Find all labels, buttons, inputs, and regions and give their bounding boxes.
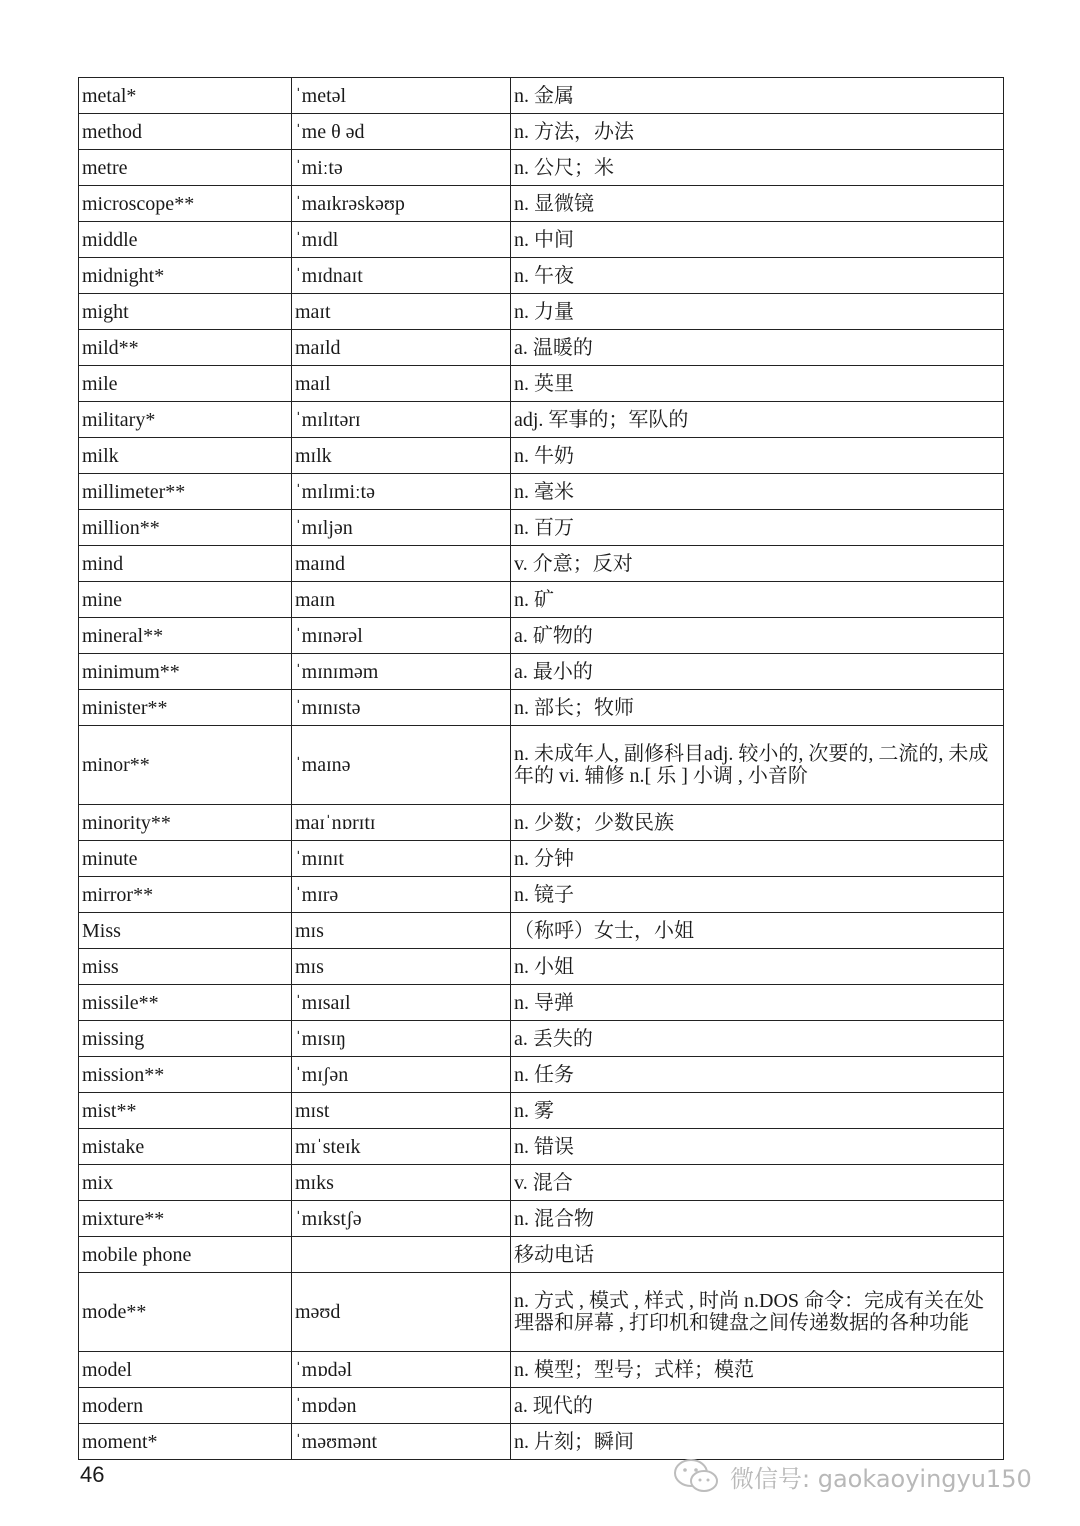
word-cell: missile**: [79, 985, 292, 1021]
definition-cell: a. 现代的: [511, 1388, 1004, 1424]
definition-cell: n. 中间: [511, 222, 1004, 258]
table-row: [79, 258, 1004, 294]
table-row: [79, 222, 1004, 258]
phonetic-cell: ˈmɒdən: [292, 1388, 511, 1424]
table-row: [79, 114, 1004, 150]
table-row: [79, 150, 1004, 186]
table-row: [79, 805, 1004, 841]
phonetic-cell: ˈme θ əd: [292, 114, 511, 150]
phonetic-cell: maɪn: [292, 582, 511, 618]
table-row: [79, 366, 1004, 402]
table-row: [79, 841, 1004, 877]
definition-cell: n. 导弹: [511, 985, 1004, 1021]
phonetic-cell: mɪs: [292, 949, 511, 985]
definition-cell: v. 混合: [511, 1165, 1004, 1201]
phonetic-cell: məʊd: [292, 1273, 511, 1352]
table-row: [79, 1201, 1004, 1237]
phonetic-cell: mɪs: [292, 913, 511, 949]
table-row: [79, 1057, 1004, 1093]
definition-cell: n. 部长；牧师: [511, 690, 1004, 726]
phonetic-cell: ˈməʊmənt: [292, 1424, 511, 1460]
definition-cell: n. 错误: [511, 1129, 1004, 1165]
phonetic-cell: ˈmɪlɪmiːtə: [292, 474, 511, 510]
word-cell: model: [79, 1352, 292, 1388]
phonetic-cell: maɪld: [292, 330, 511, 366]
phonetic-cell: ˈmɪlɪtərɪ: [292, 402, 511, 438]
vocabulary-table: [78, 77, 1004, 1460]
table-row: [79, 877, 1004, 913]
word-cell: mission**: [79, 1057, 292, 1093]
phonetic-cell: maɪˈnɒrɪtɪ: [292, 805, 511, 841]
word-cell: middle: [79, 222, 292, 258]
word-cell: mild**: [79, 330, 292, 366]
table-row: [79, 654, 1004, 690]
word-cell: mist**: [79, 1093, 292, 1129]
table-row: [79, 1129, 1004, 1165]
phonetic-cell: ˈmaɪnə: [292, 726, 511, 805]
phonetic-cell: mɪks: [292, 1165, 511, 1201]
phonetic-cell: mɪlk: [292, 438, 511, 474]
definition-cell: n. 英里: [511, 366, 1004, 402]
word-cell: millimeter**: [79, 474, 292, 510]
table-row: [79, 690, 1004, 726]
phonetic-cell: ˈmɪdl: [292, 222, 511, 258]
table-row: [79, 582, 1004, 618]
word-cell: minute: [79, 841, 292, 877]
word-cell: military*: [79, 402, 292, 438]
phonetic-cell: maɪt: [292, 294, 511, 330]
word-cell: Miss: [79, 913, 292, 949]
definition-cell: n. 模型；型号；式样；模范: [511, 1352, 1004, 1388]
table-row: [79, 618, 1004, 654]
table-row: [79, 1093, 1004, 1129]
table-row: [79, 474, 1004, 510]
definition-cell: n. 方法，办法: [511, 114, 1004, 150]
definition-cell: n. 力量: [511, 294, 1004, 330]
definition-cell: n. 片刻；瞬间: [511, 1424, 1004, 1460]
definition-cell: n. 未成年人, 副修科目adj. 较小的, 次要的, 二流的, 未成年的 vi. 辅修 n.[ 乐 ] 小调 , 小音阶: [511, 726, 1004, 805]
table-row: [79, 1237, 1004, 1273]
phonetic-cell: ˈmaɪkrəskəʊp: [292, 186, 511, 222]
definition-cell: n. 矿: [511, 582, 1004, 618]
word-cell: mind: [79, 546, 292, 582]
definition-cell: a. 最小的: [511, 654, 1004, 690]
word-cell: midnight*: [79, 258, 292, 294]
definition-cell: （称呼）女士，小姐: [511, 913, 1004, 949]
definition-cell: n. 午夜: [511, 258, 1004, 294]
table-row: [79, 438, 1004, 474]
word-cell: mirror**: [79, 877, 292, 913]
table-row: [79, 1424, 1004, 1460]
word-cell: mixture**: [79, 1201, 292, 1237]
table-row: [79, 1165, 1004, 1201]
phonetic-cell: mɪst: [292, 1093, 511, 1129]
definition-cell: a. 温暖的: [511, 330, 1004, 366]
word-cell: million**: [79, 510, 292, 546]
word-cell: mix: [79, 1165, 292, 1201]
word-cell: missing: [79, 1021, 292, 1057]
phonetic-cell: ˈmɪʃən: [292, 1057, 511, 1093]
definition-cell: n. 分钟: [511, 841, 1004, 877]
word-cell: minor**: [79, 726, 292, 805]
word-cell: mineral**: [79, 618, 292, 654]
table-row: [79, 1273, 1004, 1352]
definition-cell: a. 丢失的: [511, 1021, 1004, 1057]
table-row: [79, 726, 1004, 805]
phonetic-cell: ˈmɪnɪstə: [292, 690, 511, 726]
table-row: [79, 186, 1004, 222]
phonetic-cell: ˈmiːtə: [292, 150, 511, 186]
page-number: 46: [80, 1462, 105, 1487]
word-cell: metal*: [79, 78, 292, 114]
phonetic-cell: mɪˈsteɪk: [292, 1129, 511, 1165]
wechat-watermark: [672, 1456, 1032, 1496]
definition-cell: n. 百万: [511, 510, 1004, 546]
wechat-icon: [672, 1456, 722, 1496]
table-row: [79, 1352, 1004, 1388]
table-row: [79, 1388, 1004, 1424]
phonetic-cell: ˈmɒdəl: [292, 1352, 511, 1388]
definition-cell: n. 任务: [511, 1057, 1004, 1093]
definition-cell: n. 混合物: [511, 1201, 1004, 1237]
definition-cell: n. 少数；少数民族: [511, 805, 1004, 841]
definition-cell: n. 金属: [511, 78, 1004, 114]
table-row: [79, 510, 1004, 546]
definition-cell: n. 公尺；米: [511, 150, 1004, 186]
word-cell: might: [79, 294, 292, 330]
table-row: [79, 402, 1004, 438]
phonetic-cell: [292, 1237, 511, 1273]
word-cell: minority**: [79, 805, 292, 841]
table-row: [79, 913, 1004, 949]
definition-cell: adj. 军事的；军队的: [511, 402, 1004, 438]
table-row: [79, 78, 1004, 114]
definition-cell: n. 方式 , 模式 , 样式 , 时尚 n.DOS 命令：完成有关在处理器和屏幕 , 打印机和键盘之间传递数据的各种功能: [511, 1273, 1004, 1352]
phonetic-cell: ˈmɪsɪŋ: [292, 1021, 511, 1057]
definition-cell: n. 雾: [511, 1093, 1004, 1129]
vocabulary-table-body: [79, 78, 1004, 1460]
definition-cell: n. 毫米: [511, 474, 1004, 510]
table-row: [79, 985, 1004, 1021]
table-row: [79, 1021, 1004, 1057]
phonetic-cell: ˈmɪrə: [292, 877, 511, 913]
word-cell: metre: [79, 150, 292, 186]
definition-cell: n. 显微镜: [511, 186, 1004, 222]
phonetic-cell: ˈmetəl: [292, 78, 511, 114]
phonetic-cell: maɪl: [292, 366, 511, 402]
word-cell: mile: [79, 366, 292, 402]
definition-cell: 移动电话: [511, 1237, 1004, 1273]
word-cell: microscope**: [79, 186, 292, 222]
word-cell: mine: [79, 582, 292, 618]
phonetic-cell: ˈmɪljən: [292, 510, 511, 546]
word-cell: miss: [79, 949, 292, 985]
phonetic-cell: ˈmɪdnaɪt: [292, 258, 511, 294]
phonetic-cell: ˈmɪkstʃə: [292, 1201, 511, 1237]
table-row: [79, 330, 1004, 366]
phonetic-cell: maɪnd: [292, 546, 511, 582]
word-cell: minister**: [79, 690, 292, 726]
phonetic-cell: ˈmɪsaɪl: [292, 985, 511, 1021]
table-row: [79, 294, 1004, 330]
definition-cell: n. 镜子: [511, 877, 1004, 913]
word-cell: method: [79, 114, 292, 150]
phonetic-cell: ˈmɪnɪt: [292, 841, 511, 877]
phonetic-cell: ˈmɪnɪməm: [292, 654, 511, 690]
word-cell: mode**: [79, 1273, 292, 1352]
word-cell: mistake: [79, 1129, 292, 1165]
word-cell: mobile phone: [79, 1237, 292, 1273]
table-row: [79, 949, 1004, 985]
definition-cell: a. 矿物的: [511, 618, 1004, 654]
watermark-text: 微信号: gaokaoyingyu150: [730, 1464, 1032, 1493]
table-row: [79, 546, 1004, 582]
word-cell: minimum**: [79, 654, 292, 690]
word-cell: milk: [79, 438, 292, 474]
phonetic-cell: ˈmɪnərəl: [292, 618, 511, 654]
word-cell: moment*: [79, 1424, 292, 1460]
definition-cell: v. 介意；反对: [511, 546, 1004, 582]
word-cell: modern: [79, 1388, 292, 1424]
definition-cell: n. 小姐: [511, 949, 1004, 985]
definition-cell: n. 牛奶: [511, 438, 1004, 474]
